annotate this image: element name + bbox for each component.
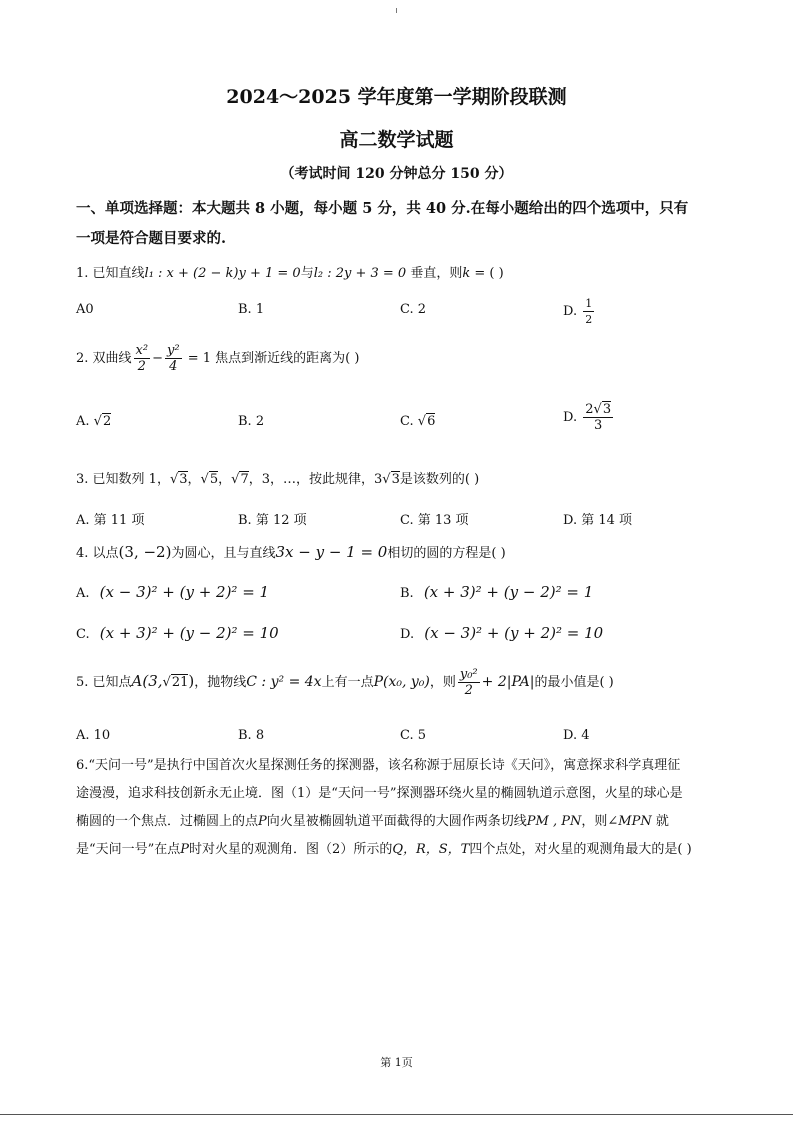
q3-r1: 3 — [179, 472, 188, 487]
q5-option-b: B. 8 — [238, 728, 265, 743]
q1-option-b: B. 1 — [238, 302, 265, 317]
q4-b-label: B. — [400, 586, 414, 601]
q1-line-l1: l₁ : x + (2 − k)y + 1 = 0 — [144, 266, 301, 281]
q2-d-num — [583, 402, 613, 418]
q4-d-label: D. — [400, 627, 415, 642]
q3-suffix: 是该数列的( ) — [399, 472, 480, 487]
q5-mid3: ，则 — [429, 675, 456, 690]
q4-a-expr: (x − 3)² + (y + 2)² = 1 — [99, 583, 270, 601]
q2-a-rad: 2 — [102, 414, 112, 429]
q6-line4-c: 四个点处，对火星的观测角最大的是( ) — [469, 842, 692, 857]
q5-mid2: 上有一点 — [321, 675, 374, 690]
q3-tail: ，3，…，按此规律， — [248, 472, 374, 487]
q1-d-num: 1 — [585, 297, 593, 310]
q5-option-d: D. 4 — [563, 728, 590, 743]
q2-c-sqrt: √6 — [417, 414, 436, 429]
q5-point-a-sqrt: √21 — [162, 675, 189, 690]
q3-coef: 3 — [374, 472, 383, 487]
q5-point-a-pre: A(3, — [131, 672, 163, 690]
q1-k: k — [462, 266, 471, 281]
q2-a-sqrt: √2 — [93, 414, 112, 429]
q2-option-c — [400, 414, 435, 429]
q4-option-c — [76, 624, 279, 642]
q6-line3-d: 就 — [655, 814, 669, 829]
question-2 — [76, 343, 736, 374]
q5-prefix: 5. 已知点 — [76, 675, 132, 690]
q5-option-c: C. 5 — [400, 728, 427, 743]
q3-r3: 7 — [240, 472, 249, 487]
q2-den2: 4 — [169, 359, 178, 374]
q3-option-d: D. 第 14 项 — [563, 513, 633, 528]
q6-line1: 6.“天问一号”是执行中国首次火星探测任务的探测器，该名称源于屈原长诗《天问》，寓意探求科学真理征 — [76, 758, 681, 773]
q6-line4-p: P — [180, 842, 190, 857]
q5-expr-tail: + 2|PA| — [481, 674, 535, 690]
q2-den1: 2 — [137, 359, 146, 374]
q2-option-d — [563, 402, 615, 433]
q6-line3-angle: ∠MPN — [607, 814, 652, 829]
section1-heading-line2: 一项是符合题目要求的. — [76, 230, 227, 247]
q3-r2: 5 — [209, 472, 219, 487]
q5-point-a-post: ) — [188, 672, 195, 690]
q3-sep1: ， — [187, 472, 201, 487]
q2-suffix: 焦点到渐近线的距离为( ) — [215, 351, 360, 366]
q1-suffix: 垂直，则 — [410, 266, 463, 281]
q3-sqrt-term: √3 — [382, 472, 400, 487]
q4-point: (3, −2) — [118, 543, 172, 561]
q4-b-expr: (x + 3)² + (y − 2)² = 1 — [423, 583, 594, 601]
q2-d-den: 3 — [594, 418, 603, 433]
q4-option-b — [400, 583, 593, 601]
q4-prefix: 4. 以点 — [76, 546, 119, 561]
q1-option-d — [563, 296, 596, 327]
q3-sqrt3: √3 — [169, 472, 188, 487]
q6-line4-points: Q，R，S，T — [392, 842, 470, 857]
q6-line4-b: 时对火星的观测角．图（2）所示的 — [189, 842, 393, 857]
page-number: 第 1页 — [380, 1056, 413, 1069]
q2-d-label: D. — [563, 410, 578, 425]
question-1 — [76, 262, 736, 281]
q4-mid: 为圆心，且与直线 — [171, 546, 276, 561]
q2-d-fraction — [583, 402, 613, 433]
top-tick-mark — [396, 8, 397, 13]
q2-minus: − — [152, 351, 163, 366]
q5-point-a-rad: 21 — [171, 675, 189, 690]
q2-d-num-rad: 3 — [602, 402, 612, 417]
q2-option-b: B. 2 — [238, 414, 265, 429]
q4-option-a — [76, 583, 269, 601]
question-3 — [76, 468, 736, 487]
section1-heading-line1: 一、单项选择题：本大题共 8 小题，每小题 5 分，共 40 分.在每小题给出的四个选项中，只有 — [76, 200, 689, 217]
q3-sqrt5: √5 — [200, 472, 219, 487]
q5-mid1: ，抛物线 — [194, 675, 247, 690]
q5-frac-num: y₀² — [459, 667, 478, 682]
q3-sqrt7: √7 — [231, 472, 249, 487]
q2-c-rad: 6 — [427, 414, 436, 429]
q6-line3 — [76, 808, 726, 836]
q2-frac-y — [165, 343, 182, 374]
q3-option-b: B. 第 12 项 — [238, 513, 307, 528]
q2-y2: y² — [167, 343, 180, 358]
q5-frac-den: 2 — [464, 683, 473, 698]
q3-r4: 3 — [391, 472, 400, 487]
exam-info: （考试时间 120 分钟总分 150 分） — [280, 166, 513, 182]
q2-eq: = 1 — [187, 351, 211, 366]
q4-line: 3x − y − 1 = 0 — [275, 543, 388, 561]
q6-line2: 途漫漫，追求科技创新永无止境．图（1）是“天问一号”探测器环绕火星的椭圆轨道示意图，火星的球心是 — [76, 786, 683, 801]
q4-suffix: 相切的圆的方程是( ) — [387, 546, 506, 561]
question-5 — [76, 667, 736, 698]
q5-parabola: C : y² = 4x — [246, 674, 322, 690]
q5-option-a: A. 10 — [76, 728, 111, 743]
q4-c-label: C. — [76, 627, 90, 642]
q1-option-d-label: D. — [563, 304, 578, 319]
q5-suffix: 的最小值是( ) — [534, 675, 614, 690]
q6-line3-b: 向火星被椭圆轨道平面截得的大圆作两条切线 — [266, 814, 527, 829]
q2-prefix: 2. 双曲线 — [76, 351, 132, 366]
q6-line4 — [76, 836, 726, 864]
q4-d-expr: (x − 3)² + (y + 2)² = 10 — [424, 624, 604, 642]
q1-prefix: 1. 已知直线 — [76, 266, 145, 281]
q2-x2: x² — [135, 343, 149, 358]
q6-line3-a: 椭圆的一个焦点．过椭圆上的点 — [76, 814, 259, 829]
q2-d-num-sqrt: √3 — [593, 402, 612, 417]
question-4 — [76, 542, 736, 561]
q1-d-den: 2 — [585, 313, 593, 326]
q1-option-a: A0 — [76, 302, 94, 317]
question-6 — [76, 752, 726, 864]
q1-option-c: C. 2 — [400, 302, 427, 317]
q2-c-label: C. — [400, 414, 414, 429]
q3-prefix: 3. 已知数列 1， — [76, 472, 170, 487]
q1-line-l2: l₂ : 2y + 3 = 0 — [313, 266, 407, 281]
q3-option-a: A. 第 11 项 — [76, 513, 145, 528]
q3-option-c: C. 第 13 项 — [400, 513, 469, 528]
q5-fraction — [458, 667, 480, 698]
q6-line3-c: ，则 — [581, 814, 608, 829]
exam-subject: 高二数学试题 — [339, 129, 454, 151]
q3-sep2: ， — [218, 472, 232, 487]
q4-option-d — [400, 624, 603, 642]
q2-d-num-coef: 2 — [585, 402, 594, 417]
q1-end: = ( ) — [474, 266, 504, 281]
q1-option-d-fraction — [583, 296, 594, 327]
q5-point-p: P(x₀, y₀) — [373, 674, 430, 690]
q2-a-label: A. — [76, 414, 90, 429]
q6-line3-pm: PM , PN — [526, 814, 582, 829]
bottom-divider — [0, 1114, 793, 1115]
q2-option-a — [76, 414, 111, 429]
q6-line4-a: 是“天问一号”在点 — [76, 842, 181, 857]
q4-a-label: A. — [76, 586, 90, 601]
q4-c-expr: (x + 3)² + (y − 2)² = 10 — [99, 624, 279, 642]
q2-frac-x — [134, 343, 151, 374]
exam-title: 2024～2025 学年度第一学期阶段联测 — [226, 86, 567, 108]
q6-line3-p: P — [258, 814, 267, 829]
q1-mid: 与 — [300, 266, 314, 281]
